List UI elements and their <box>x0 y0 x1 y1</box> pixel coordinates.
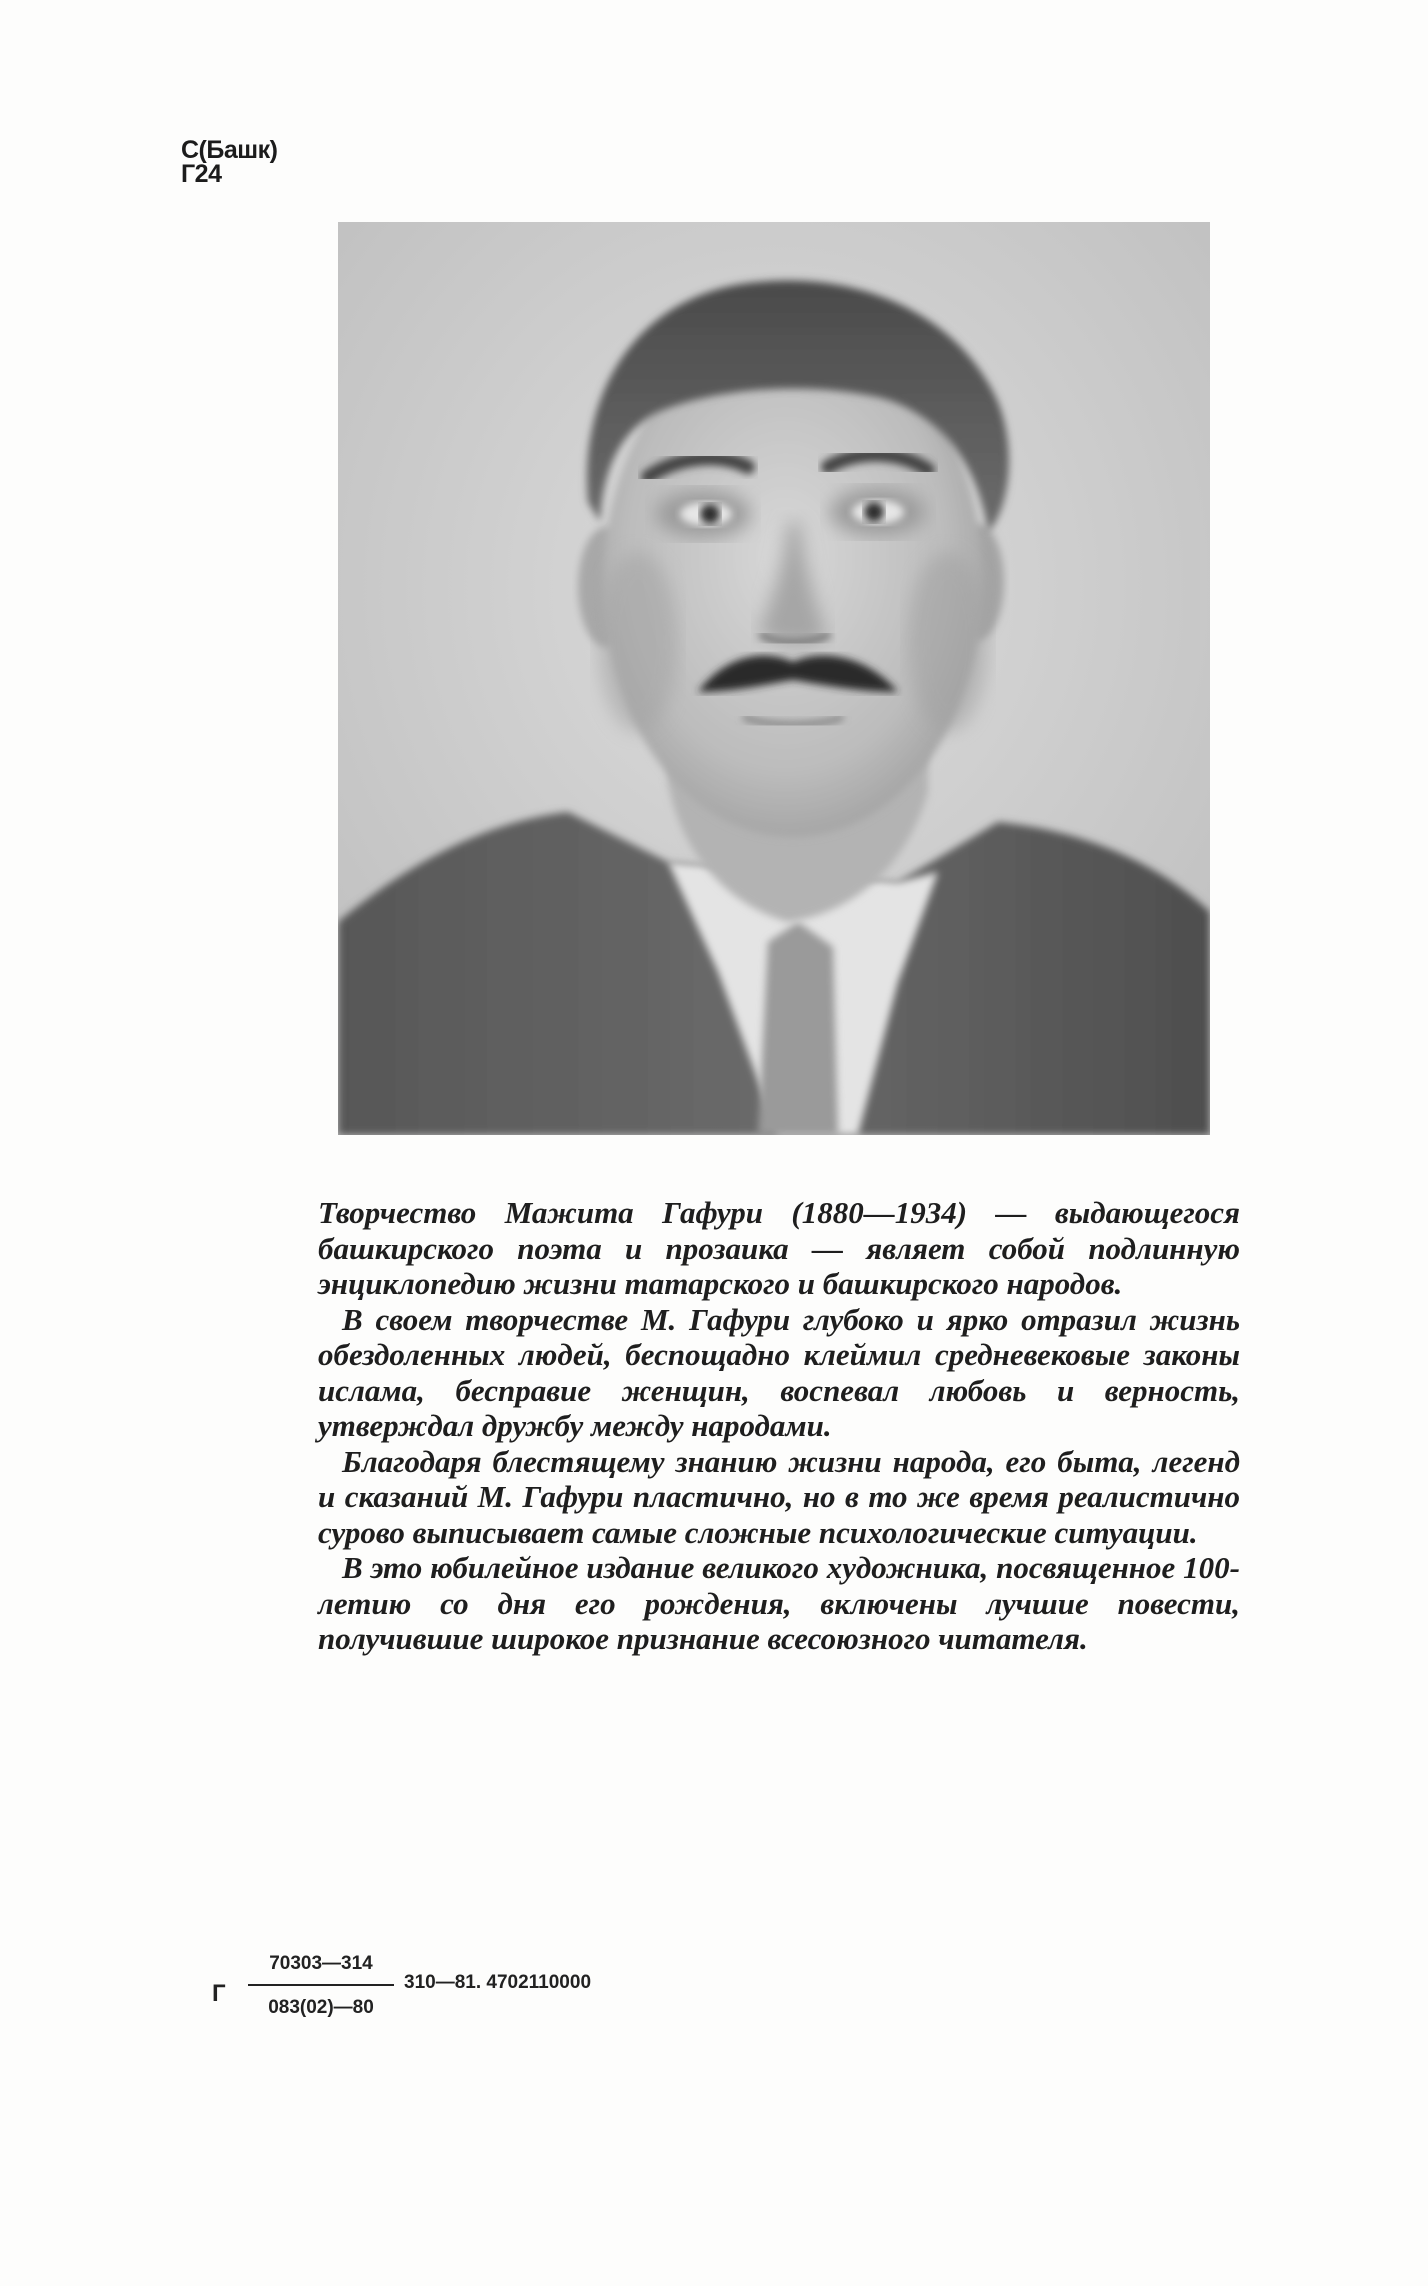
index-tail: 310—81. 4702110000 <box>404 1972 592 1993</box>
index-letter: Г <box>212 1980 226 2007</box>
index-denominator: 083(02)—80 <box>268 1997 374 2018</box>
portrait-photo-icon <box>338 222 1210 1135</box>
index-fraction <box>248 1950 394 2022</box>
author-portrait <box>338 222 1210 1135</box>
classification-code: С(Башк) <box>181 136 278 164</box>
author-mark: Г24 <box>181 160 222 188</box>
annotation-paragraph-1: Творчество Мажита Гафури (1880—1934) — выдающегося башкирского поэта и прозаика — являет собой подлинную энциклопедию жизни татарского и башкирского народов. <box>318 1195 1240 1301</box>
book-annotation <box>318 1195 1240 1657</box>
index-numerator: 70303—314 <box>269 1953 373 1974</box>
library-classification <box>181 138 277 186</box>
annotation-paragraph-4: В это юбилейное издание великого художника, посвященное 100-летию со дня его рождения, включены лучшие повести, получившие широкое признание всесоюзного читателя. <box>318 1550 1240 1656</box>
annotation-paragraph-2: В своем творчестве М. Гафури глубоко и ярко отразил жизнь обездоленных людей, беспощадно клеймил средневековые законы ислама, бесправие женщин, воспевал любовь и верность, утверждал дружбу между народами. <box>318 1301 1240 1443</box>
fraction-bar <box>248 1984 394 1986</box>
annotation-paragraph-3: Благодаря блестящему знанию жизни народа, его быта, легенд и сказаний М. Гафури пластично, но в то же время реалистично сурово выписывает самые сложные психологические ситуации. <box>318 1443 1240 1550</box>
